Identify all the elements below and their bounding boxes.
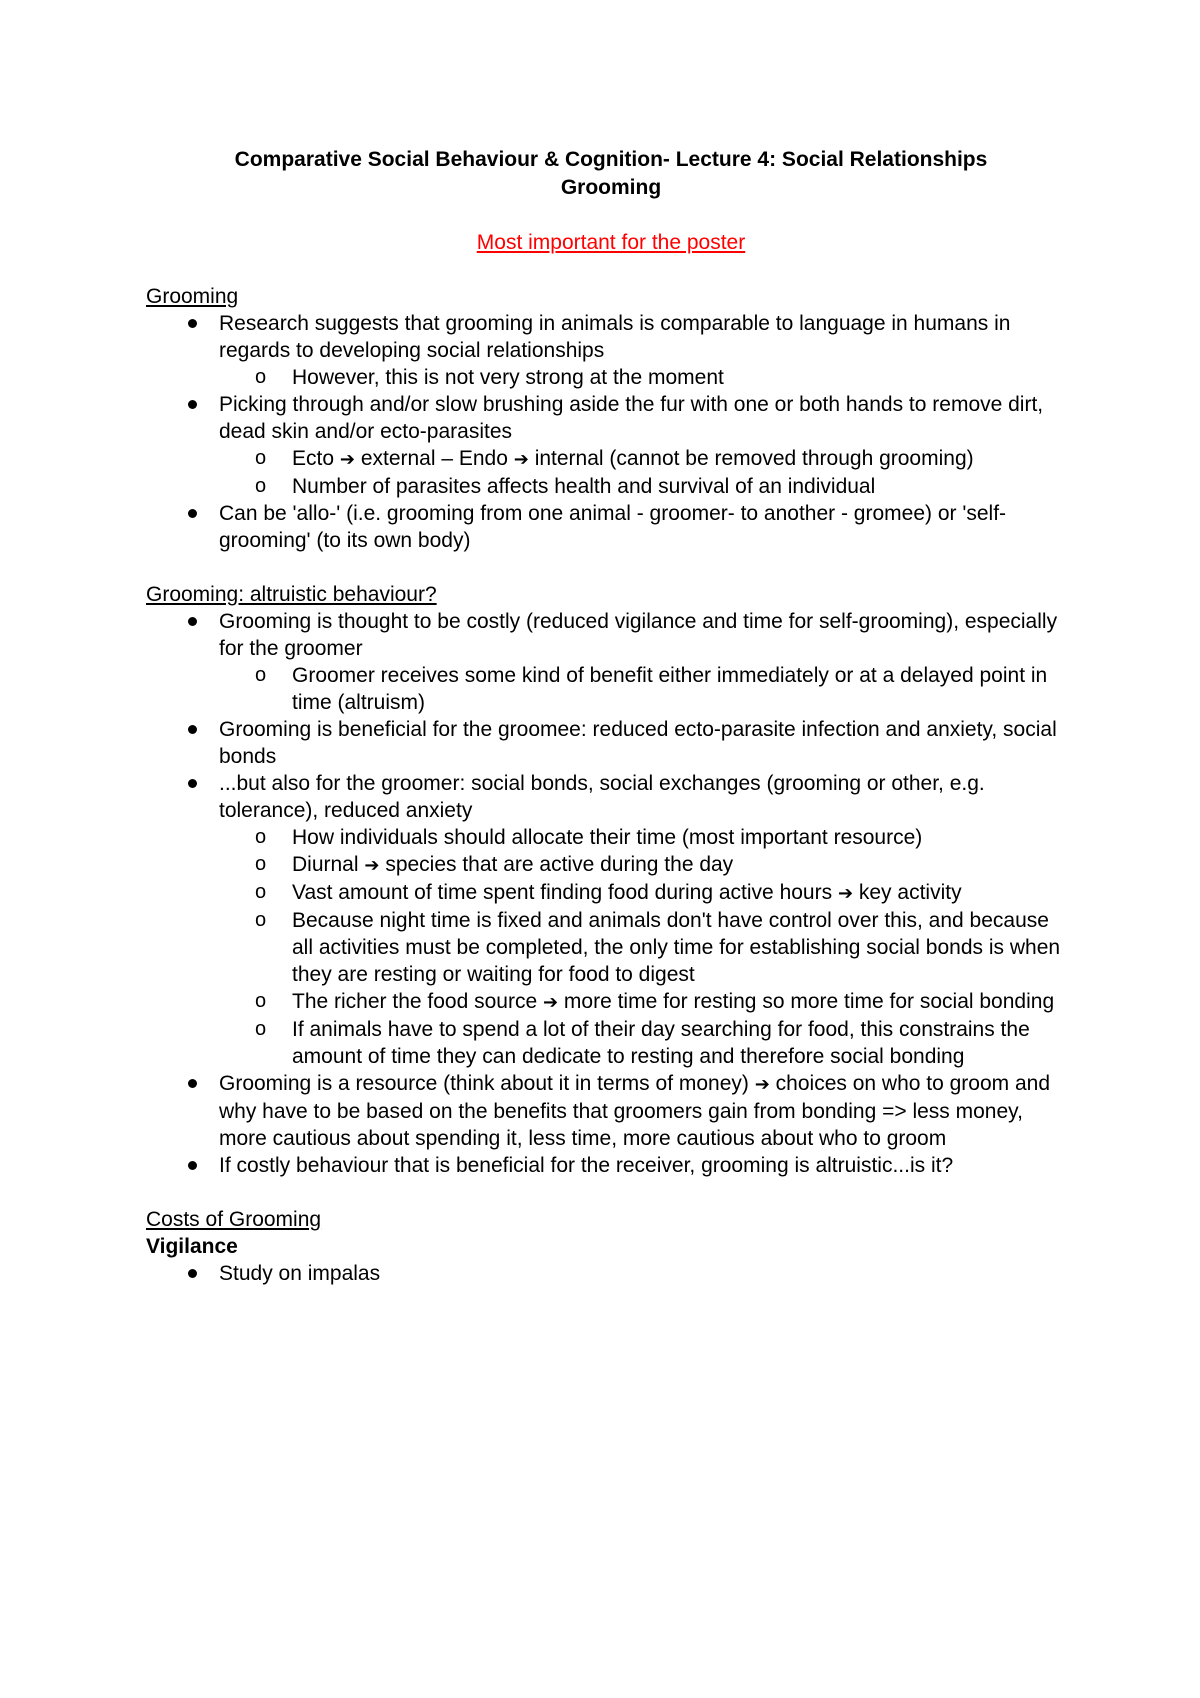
title-line-1: Comparative Social Behaviour & Cognition- Lecture 4: Social Relationships <box>234 148 988 171</box>
sub-bullet-icon: o <box>255 664 267 686</box>
list-item <box>146 1152 1066 1179</box>
sub-bullet-list <box>219 364 1066 391</box>
bullet-text-part: Ecto <box>292 447 335 470</box>
arrow-right-icon: ➔ <box>754 1074 770 1095</box>
document-content <box>146 146 1066 1287</box>
bullet-text-part: The richer the food source <box>292 990 538 1013</box>
bullet-text-part: key activity <box>858 881 962 904</box>
bullet-text-part: internal (cannot be removed through grooming) <box>534 447 974 470</box>
bullet-text-part: species that are active during the day <box>385 853 734 876</box>
section-heading-costs: Costs of Grooming <box>146 1208 322 1231</box>
sub-bullet-list <box>219 824 1066 1070</box>
poster-note: Most important for the poster <box>476 231 746 254</box>
sub-bullet-icon: o <box>255 447 267 469</box>
list-item <box>219 473 1066 500</box>
bullet-icon <box>188 1079 197 1088</box>
bullet-text-part: Diurnal <box>292 853 359 876</box>
bullet-text: Because night time is fixed and animals don't have control over this, and because all activities must be completed, the only time for establishing social bonds is when they are resting or waiting for food to digest <box>292 909 1061 986</box>
bullet-icon <box>188 1269 197 1278</box>
bullet-text: If animals have to spend a lot of their day searching for food, this constrains the amount of time they can dedicate to resting and therefore social bonding <box>292 1018 1030 1068</box>
list-item <box>146 716 1066 770</box>
document-title <box>156 146 1066 202</box>
bullet-text: ...but also for the groomer: social bonds, social exchanges (grooming or other, e.g. tolerance), reduced anxiety <box>219 772 985 822</box>
bullet-text-part: more time for resting so more time for social bonding <box>563 990 1055 1013</box>
bullet-text: Number of parasites affects health and survival of an individual <box>292 475 876 498</box>
bullet-text: If costly behaviour that is beneficial for the receiver, grooming is altruistic...is it? <box>219 1154 954 1177</box>
list-item <box>219 1016 1066 1070</box>
sub-bullet-list <box>219 662 1066 716</box>
bullet-icon <box>188 400 197 409</box>
list-item <box>219 851 1066 879</box>
section-heading-altruistic: Grooming: altruistic behaviour? <box>146 583 437 606</box>
bullet-icon <box>188 509 197 518</box>
arrow-right-icon: ➔ <box>837 883 854 904</box>
section-heading-grooming: Grooming <box>146 285 239 308</box>
arrow-right-icon: ➔ <box>364 855 380 876</box>
arrow-right-icon: ➔ <box>542 992 559 1013</box>
list-item <box>219 907 1066 988</box>
bullet-icon <box>188 779 197 788</box>
subheading-vigilance: Vigilance <box>146 1235 238 1258</box>
bullet-text: Can be 'allo-' (i.e. grooming from one animal - groomer- to another - gromee) or 'self-grooming' (to its own body) <box>219 502 1007 552</box>
bullet-icon <box>188 725 197 734</box>
bullet-text: Picking through and/or slow brushing aside the fur with one or both hands to remove dirt, dead skin and/or ecto-parasites <box>219 393 1044 443</box>
sub-bullet-icon: o <box>255 826 267 848</box>
sub-bullet-icon: o <box>255 909 267 931</box>
bullet-text-part: choices on who to groom and why have to be based on the benefits that groomers gain from bonding => less money, more cautious about spending it, less time, more cautious about who to groom <box>219 1072 1051 1150</box>
bullet-text-part: Grooming is a resource (think about it in terms of money) <box>219 1072 749 1095</box>
bullet-text: Groomer receives some kind of benefit either immediately or at a delayed point in time (altruism) <box>292 664 1048 714</box>
list-item <box>146 770 1066 1070</box>
list-item <box>146 500 1066 554</box>
list-item <box>219 824 1066 851</box>
bullet-text: How individuals should allocate their time (most important resource) <box>292 826 923 849</box>
title-line-2: Grooming <box>560 176 662 199</box>
bullet-text-part: external – Endo <box>360 447 508 470</box>
list-item <box>219 879 1066 907</box>
sub-bullet-icon: o <box>255 1018 267 1040</box>
list-item <box>146 310 1066 391</box>
list-item <box>219 445 1066 473</box>
list-item <box>146 1260 1066 1287</box>
sub-bullet-icon: o <box>255 475 267 497</box>
sub-bullet-list <box>219 445 1066 500</box>
bullet-text: However, this is not very strong at the moment <box>292 366 724 389</box>
bullet-text: Grooming is beneficial for the groomee: reduced ecto-parasite infection and anxiety, social bonds <box>219 718 1057 768</box>
bullet-icon <box>188 1161 197 1170</box>
bullet-icon <box>188 617 197 626</box>
list-item <box>219 662 1066 716</box>
bullet-text: Research suggests that grooming in animals is comparable to language in humans in regards to developing social relationships <box>219 312 1011 362</box>
arrow-right-icon: ➔ <box>513 449 529 470</box>
list-item <box>146 391 1066 500</box>
costs-bullet-list <box>146 1260 1066 1287</box>
arrow-right-icon: ➔ <box>339 449 355 470</box>
bullet-text-part: Vast amount of time spent finding food during active hours <box>292 881 833 904</box>
list-item <box>146 608 1066 716</box>
grooming-bullet-list <box>146 310 1066 554</box>
list-item <box>219 988 1066 1016</box>
altruistic-bullet-list <box>146 608 1066 1179</box>
bullet-text: Grooming is thought to be costly (reduced vigilance and time for self-grooming), especially for the groomer <box>219 610 1058 660</box>
bullet-text: Study on impalas <box>219 1262 381 1285</box>
sub-bullet-icon: o <box>255 990 267 1012</box>
list-item <box>146 1070 1066 1152</box>
sub-bullet-icon: o <box>255 881 267 903</box>
sub-bullet-icon: o <box>255 366 267 388</box>
list-item <box>219 364 1066 391</box>
bullet-icon <box>188 319 197 328</box>
sub-bullet-icon: o <box>255 853 267 875</box>
